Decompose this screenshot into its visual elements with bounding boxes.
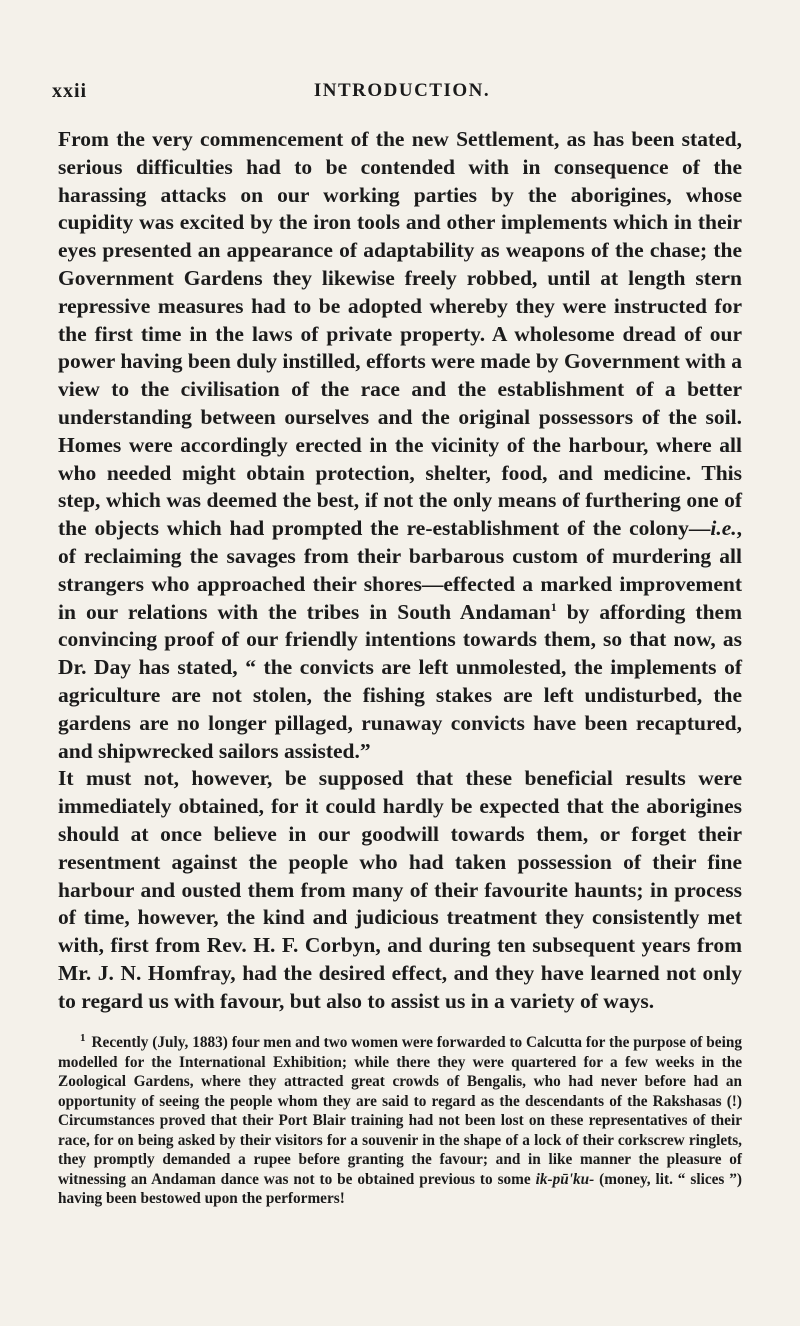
- paragraph-1-part-a: From the very commencement of the new Settlement, as has been stated, serious difficulties had to be contended with in consequence of the harassing attacks on our working parties by the aborigines, whose cupidity was excited by the iron tools and other implements which in their eyes presented an appearance of adaptability as weapons of the chase; the Government Gardens they likewise freely robbed, until at length stern repressive measures had to be adopted whereby they were instructed for the first time in the laws of private property. A wholesome dread of our power having been duly instilled, efforts were made by Government with a view to the civilisation of the race and the establishment of a better understanding between ourselves and the original possessors of the soil. Homes were accordingly erected in the vicinity of the harbour, where all who needed might obtain protection, shelter, food, and medicine. This step, which was deemed the best, if not the only means of furthering one of the objects which had prompted the re-establishment of the colony—: [58, 127, 742, 541]
- paragraph-2: It must not, however, be supposed that these beneficial results were immediately obtained, for it could hardly be expected that the aborigines should at once believe in our goodwill towards them, or forget their resentment against the people who had taken possession of their fine harbour and ousted them from many of their favourite haunts; in process of time, however, the kind and judicious treatment they consistently met with, first from Rev. H. F. Corbyn, and during ten subsequent years from Mr. J. N. Homfray, had the desired effect, and they have learned not only to regard us with favour, but also to assist us in a variety of ways.: [58, 766, 742, 1013]
- footnote: [58, 1033, 742, 1209]
- footnote-text-b: (money, lit. “ slices ”) having been bestowed upon the performers!: [58, 1170, 742, 1207]
- paragraph-1-part-b: , of reclaiming the savages from their barbarous custom of murdering all strangers who approached their shores—effected a marked improvement in our relations with the tribes in South Andaman: [58, 516, 742, 624]
- running-title: INTRODUCTION.: [313, 80, 491, 101]
- paragraph-1-part-c: by affording them convincing proof of our friendly intentions towards them, so that now, as Dr. Day has stated, “ the convicts are left unmolested, the implements of agriculture are not stolen, the fishing stakes are left undisturbed, the gardens are no longer pillaged, runaway convicts have been recaptured, and shipwrecked sailors assisted.”: [58, 599, 743, 763]
- main-text: [58, 126, 742, 1016]
- page-number: xxii: [52, 80, 88, 102]
- running-head: [52, 80, 752, 110]
- paragraph-1: [58, 126, 742, 765]
- footnote-mark: 1: [80, 1031, 86, 1044]
- footnote-reference: 1: [550, 599, 557, 614]
- footnote-text-a: Recently (July, 1883) four men and two women were forwarded to Calcutta for the purpose of being modelled for the International Exhibition; while there they were quartered for a few weeks in the Zoological Gardens, where they attracted great crowds of Bengalis, who had never before had an opportunity of seeing the people whom they are said to regard as the descendants of the Rakshasas (!) Circumstances proved that their Port Blair training had not been lost on these representatives of their race, for on being asked by their visitors for a souvenir in the shape of a lock of their corkscrew ringlets, they promptly demanded a rupee before granting the favour; and in like manner the pleasure of witnessing an Andaman dance was not to be obtained previous to some: [58, 1034, 742, 1188]
- ie-abbreviation: i.e.: [710, 516, 737, 541]
- footnote-paragraph: [58, 1033, 742, 1209]
- footnote-term: ik-pū'ku-: [535, 1170, 595, 1188]
